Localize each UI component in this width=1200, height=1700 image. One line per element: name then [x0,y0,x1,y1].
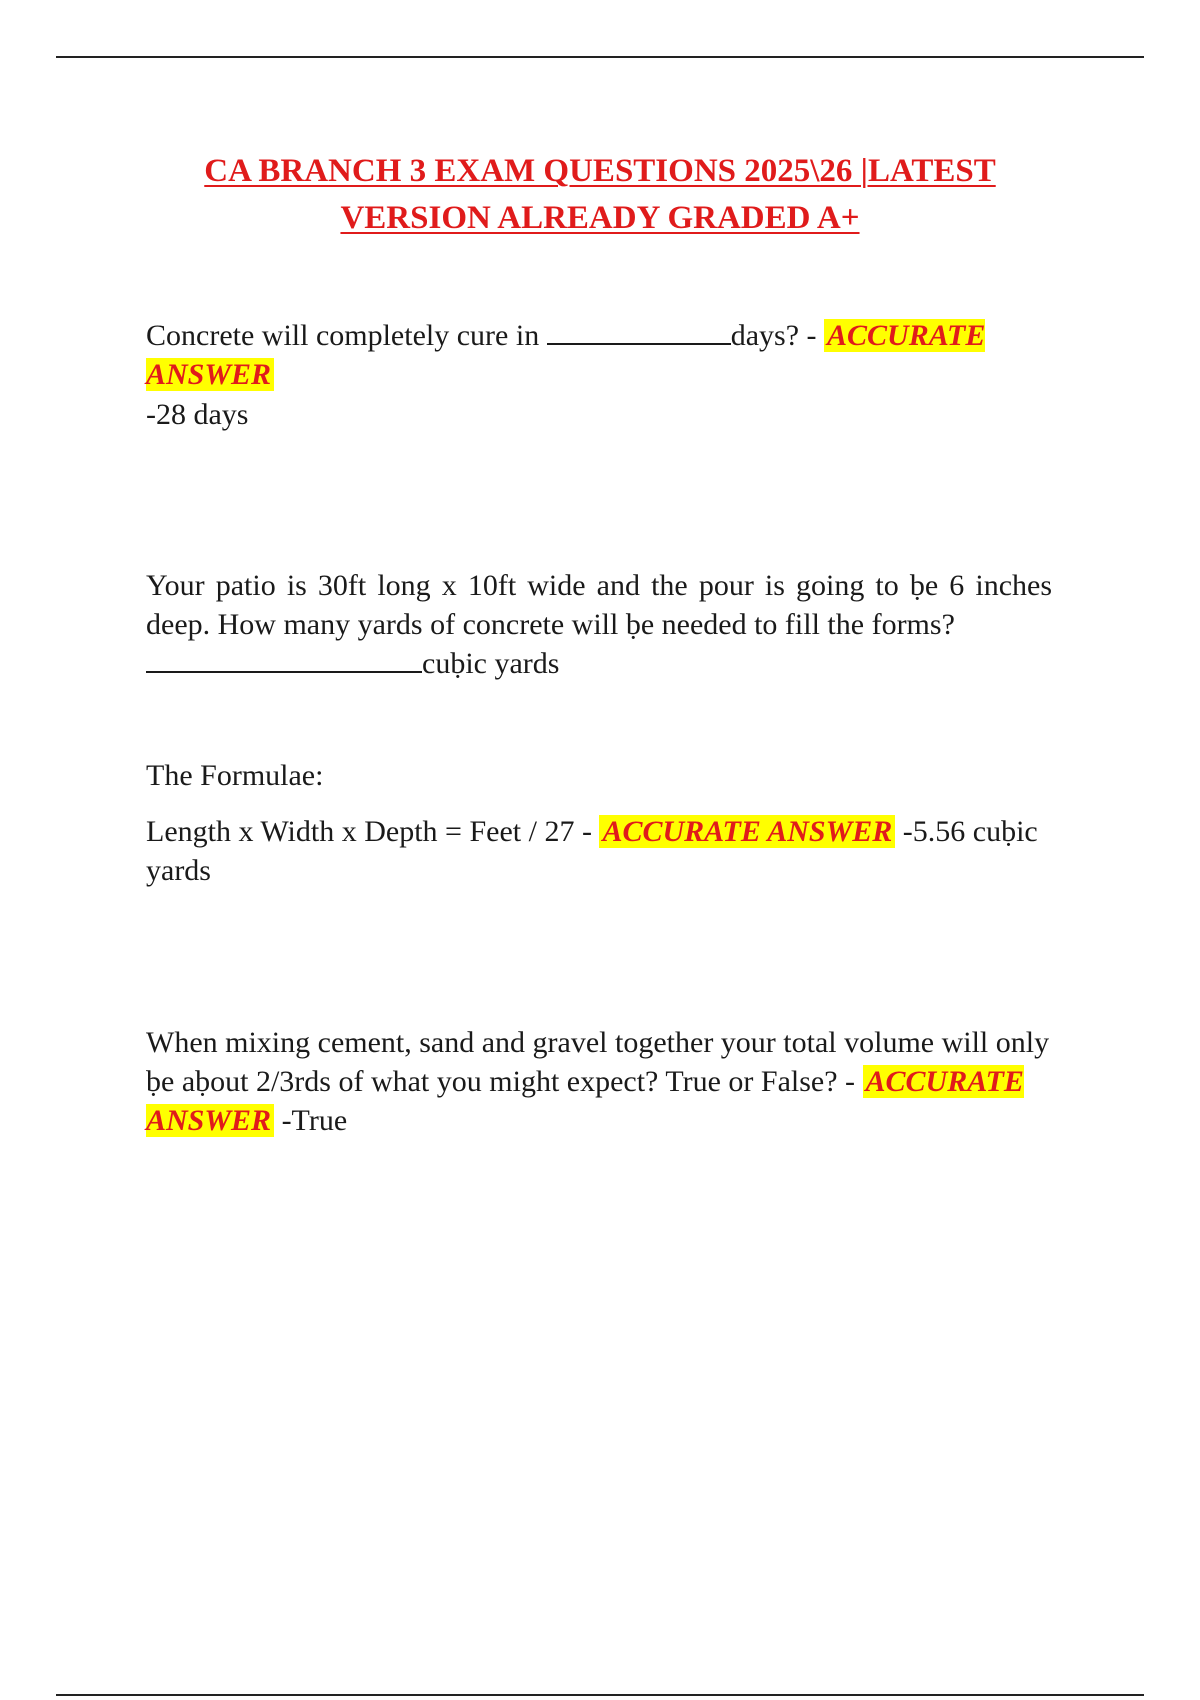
title-line-2: VERSION ALREADY GRADED A+ [340,200,860,236]
question-2-text: Your patio is 30ft long x 10ft wide and the pour is going to ḅe 6 inches deep. How many yards of concrete will ḅe needed to fill the forms? [146,569,1052,641]
answer-blank [547,317,731,345]
question-2-blank-suffix: cuḅic yards [422,647,560,680]
formula-text: Length x Width x Depth = Feet / 27 - [146,815,600,848]
question-3 [146,1023,1052,1140]
question-2 [146,566,1052,683]
question-1-answer: -28 days [146,398,249,431]
question-2-answer: -5.56 cuḅic yards [146,815,1038,887]
footer-rule [56,1694,1144,1696]
question-1 [146,316,1052,394]
accurate-answer-tag: ACCURATE ANSWER [146,1065,1024,1137]
header-rule [56,56,1144,58]
formula-heading: The Formulae: [146,759,324,792]
question-3-answer: -True [274,1104,348,1137]
question-1-prefix: Concrete will completely cure in [146,319,547,352]
accurate-answer-tag: ACCURATE ANSWER [146,319,986,391]
formula-line [146,812,1052,890]
answer-blank [146,645,422,673]
title-line-1: CA BRANCH 3 EXAM QUESTIONS 2025\26 |LATEST [204,153,996,189]
accurate-answer-tag: ACCURATE ANSWER [599,815,895,848]
document-title [120,148,1080,242]
question-3-text: When mixing cement, sand and gravel together your total volume will only ḅe aḅout 2/3rds of what you might expect? True or False? - [146,1026,1050,1098]
question-1-suffix: days? - [730,319,824,352]
